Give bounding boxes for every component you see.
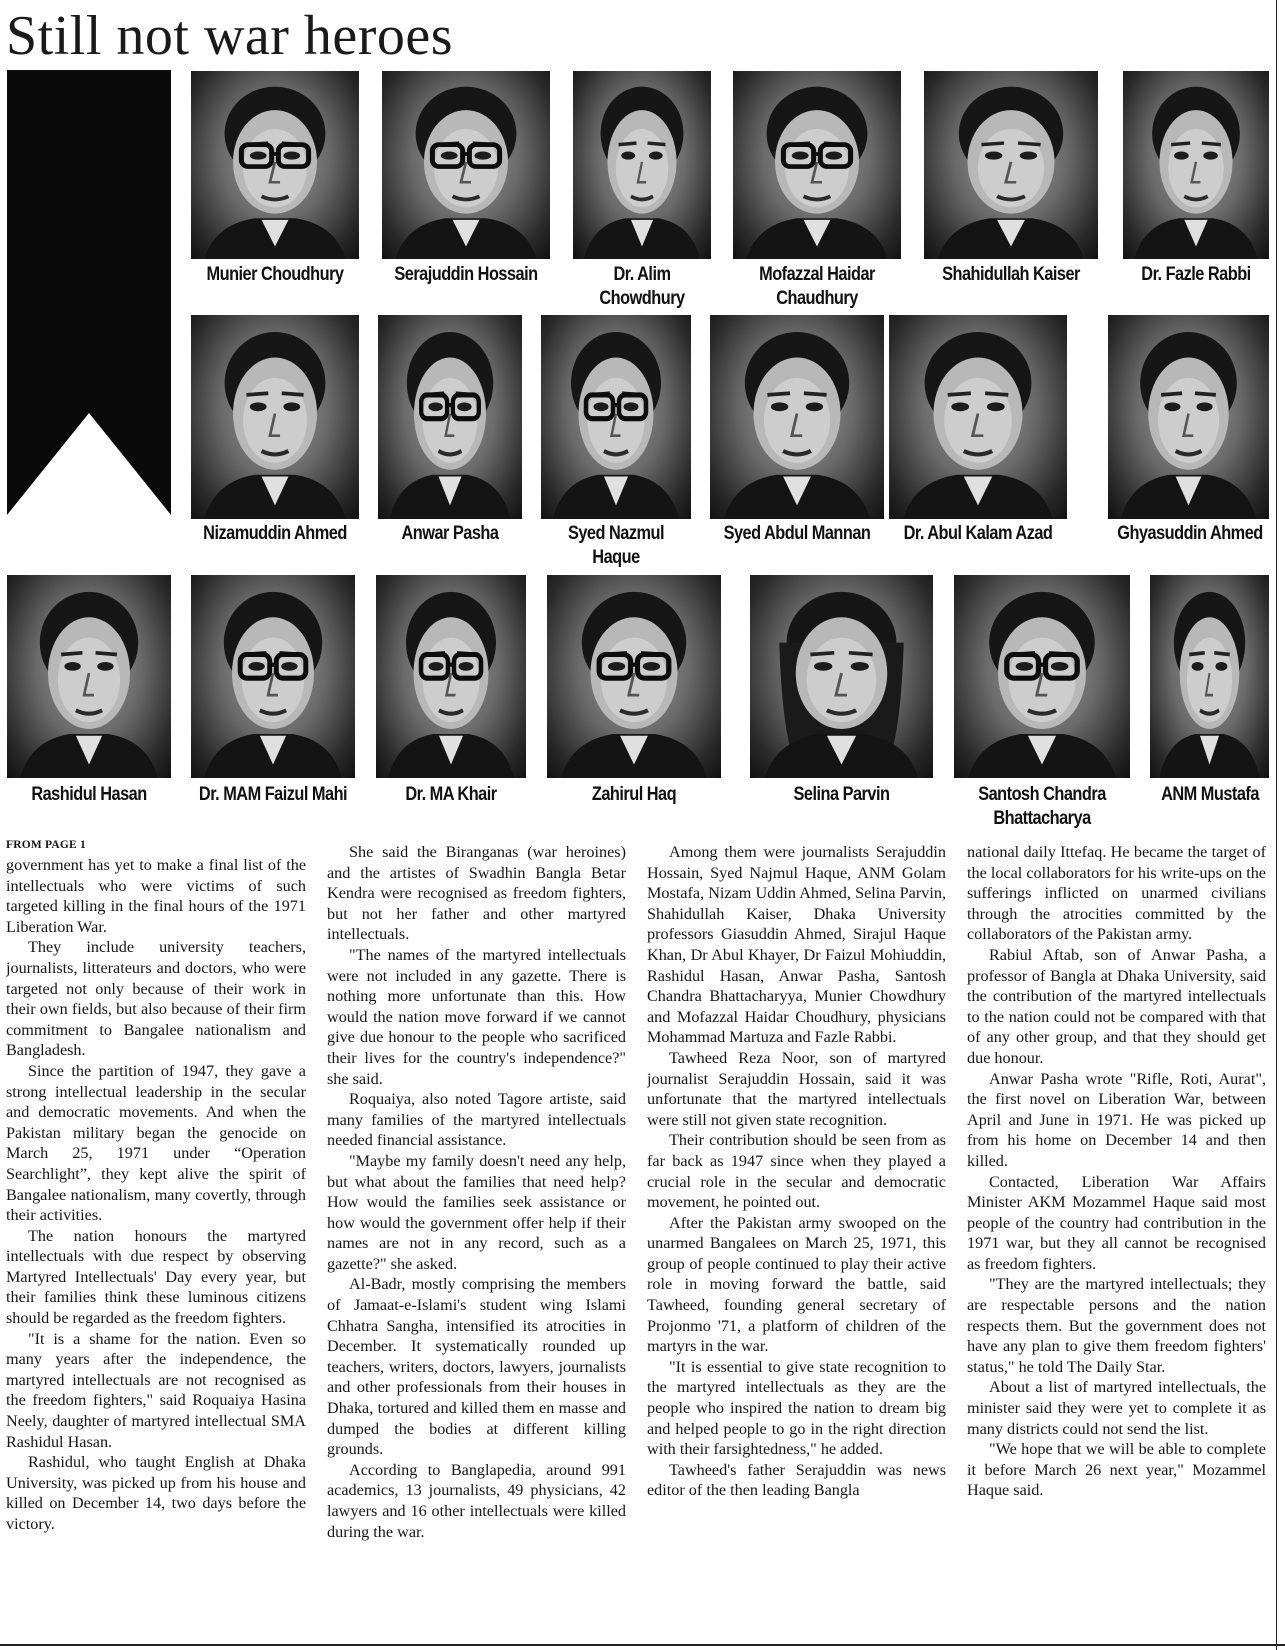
article-paragraph: government has yet to make a final list of the intellectuals who were victims of such targeted killing in the final hours of the 1971 Liberation War. (6, 856, 306, 936)
article-paragraph: The nation honours the martyred intellectuals with due respect by observing Martyred Intellectuals' Day every year, but their families think these luminous citizens should be regarded as the freedom fighters. (6, 1226, 306, 1328)
portrait-caption: Serajuddin Hossain (394, 264, 538, 285)
portrait-face-icon (710, 315, 884, 519)
portrait-caption: Dr. MAM Faizul Mahi (198, 784, 348, 805)
portrait-photo (191, 315, 359, 519)
portrait-face-icon (750, 575, 933, 778)
portrait-face-icon (954, 575, 1130, 778)
portrait-photo (547, 575, 721, 778)
article-paragraph: Among them were journalists Serajuddin Hossain, Syed Najmul Haque, ANM Golam Mostafa, Nizam Uddin Ahmed, Selina Parvin, Shahidullah Kaiser, Dhaka University professors Giasuddin Ahmed, Sirajul Haque Khan, Dr Abul Khayer, Dr Faizul Mohiuddin, Rashidul Hasan, Anwar Pasha, Santosh Chandra Bhattacharyya, Munier Chowdhury and Mofazzal Haidar Choudhury, physicians Mohammad Martuza and Fazle Rabbi. (647, 843, 946, 1047)
portrait-photo (954, 575, 1130, 778)
portrait-photo (7, 575, 171, 778)
portrait-photo (750, 575, 933, 778)
portrait-caption: Zahirul Haq (591, 784, 677, 805)
portrait-caption: ANM Mustafa (1161, 784, 1259, 805)
portrait-photo (924, 71, 1098, 259)
article-paragraph: Al-Badr, mostly comprising the members of Jamaat-e-Islami's student wing Islami Chhatra Sangha, intensified its atrocities in December. It systematically rounded up teachers, writers, doctors, lawyers, journalists and other professionals from their houses in Dhaka, tortured and killed them en masse and dumped the bodies at different killing grounds. (327, 1275, 626, 1459)
portrait-caption: Mofazzal Haidar Chaudhury (759, 264, 875, 309)
portrait-caption: Dr. Alim Chowdhury (599, 264, 685, 309)
portrait-face-icon (191, 315, 359, 519)
article-paragraph: After the Pakistan army swooped on the unarmed Bangalees on March 25, 1971, this group of people continued to play their active role in moving forward the battle, said Tawheed, founding general secretary of Projonmo '71, a platform of children of the martyrs in the war. (647, 1213, 946, 1356)
article-paragraph: Contacted, Liberation War Affairs Minister AKM Mozammel Haque said most people of the country had contribution in the 1971 war, but they all cannot be recognised as freedom fighters. (967, 1172, 1266, 1273)
page-bottom-rule (0, 1644, 1285, 1646)
article-paragraph: "It is essential to give state recognition to the martyred intellectuals as they are the people who inspired the nation to dream big and helped people to go in the right direction with their farsightedness," he added. (647, 1357, 946, 1459)
article-paragraph: They include university teachers, journalists, litterateurs and doctors, who were targeted not only because of their work in their own fields, but also because of their firm commitment to Bangalee nationalism and Bangladesh. (6, 938, 306, 1060)
portrait-face-icon (378, 315, 522, 519)
portrait-face-icon (382, 71, 550, 259)
portrait-photo (376, 575, 526, 778)
portrait-caption: Selina Parvin (793, 784, 890, 805)
article-column (6, 838, 306, 1638)
portrait-face-icon (376, 575, 526, 778)
portrait-caption: Shahidullah Kaiser (942, 264, 1080, 285)
article-paragraph: About a list of martyred intellectuals, the minister said they were yet to complete it as many districts could not send the list. (967, 1378, 1266, 1438)
portrait-caption: Anwar Pasha (401, 523, 499, 544)
portrait-face-icon (541, 315, 691, 519)
portrait-caption: Dr. Fazle Rabbi (1141, 264, 1251, 285)
portrait-photo (191, 575, 355, 778)
article-paragraph: Tawheed Reza Noor, son of martyred journalist Serajuddin Hossain, said it was unfortunate that the martyred intellectuals were still not given state recognition. (647, 1048, 946, 1129)
article-paragraph: "It is a shame for the nation. Even so many years after the independence, the martyred intellectuals are not recognised as the freedom fighters," said Roquaiya Hasina Neely, daughter of martyred intellectual SMA Rashidul Hasan. (6, 1329, 306, 1451)
article-paragraph: "The names of the martyred intellectuals were not included in any gazette. There is nothing more unfortunate than this. How would the nation move forward if we cannot give due honour to the people who sacrificed their lives for the country's independence?" she said. (327, 945, 626, 1088)
article-column (327, 842, 626, 1642)
article-paragraph: According to Banglapedia, around 991 academics, 13 journalists, 49 physicians, 42 lawyers and 16 other intellectuals were killed during the war. (327, 1460, 626, 1541)
portrait-photo (1150, 575, 1269, 778)
portrait-photo (733, 71, 901, 259)
portrait-face-icon (7, 575, 171, 778)
portrait-caption: Dr. Abul Kalam Azad (903, 523, 1053, 544)
article-paragraph: "They are the martyred intellectuals; they are respectable persons and the nation respects them. But the government does not have any plan to give them freedom fighters' status," he told The Daily Star. (967, 1275, 1266, 1376)
article-paragraph: Roquaiya, also noted Tagore artiste, said many families of the martyred intellectuals needed financial assistance. (327, 1090, 626, 1150)
article-column (647, 842, 946, 1642)
portrait-photo (1123, 71, 1269, 259)
article-paragraph: "We hope that we will be able to complete it before March 26 next year," Mozammel Haque said. (967, 1440, 1266, 1500)
portrait-face-icon (889, 315, 1067, 519)
article-paragraph: Since the partition of 1947, they gave a strong intellectual leadership in the secular and democratic movements. And when the Pakistan military began the genocide on March 25, 1971 under “Operation Searchlight”, they kept alive the spirit of Bangalee nationalism, many covertly, through their activities. (6, 1061, 306, 1225)
article-paragraph: "Maybe my family doesn't need any help, but what about the families that need help? How would the families seek assistance or how would the government offer help if their names are not in any record, such as a gazette?" she asked. (327, 1151, 626, 1273)
portrait-photo (573, 71, 711, 259)
portrait-photo (191, 71, 359, 259)
continued-from-label: FROM PAGE 1 (6, 839, 86, 851)
portrait-photo (541, 315, 691, 519)
portrait-face-icon (733, 71, 901, 259)
article-paragraph: Rabiul Aftab, son of Anwar Pasha, a professor of Bangla at Dhaka University, said the contribution of the martyred intellectuals to the nation could not be compared with that of any other group, and that they should get due honour. (967, 945, 1266, 1067)
portrait-photo (710, 315, 884, 519)
article-paragraph: Tawheed's father Serajuddin was news editor of the then leading Bangla (647, 1460, 946, 1500)
portrait-caption: Dr. MA Khair (405, 784, 497, 805)
portrait-face-icon (1123, 71, 1269, 259)
mourning-ribbon-icon (7, 70, 171, 515)
portrait-photo (382, 71, 550, 259)
portrait-caption: Syed Nazmul Haque (567, 523, 665, 568)
portrait-caption: Ghyasuddin Ahmed (1117, 523, 1263, 544)
article-paragraph: national daily Ittefaq. He became the target of the local collaborators for his write-ups on the sufferings inflicted on unarmed civilians through the atrocities committed by the collaborators of the Pakistan army. (967, 843, 1266, 944)
headline: Still not war heroes (6, 5, 454, 67)
column-rule (1276, 0, 1277, 1650)
article-paragraph: Rashidul, who taught English at Dhaka University, was picked up from his house and killed on December 14, two days before the victory. (6, 1453, 306, 1533)
article-column (967, 842, 1266, 1642)
portrait-face-icon (573, 71, 711, 259)
portrait-photo (889, 315, 1067, 519)
portrait-face-icon (191, 575, 355, 778)
portrait-face-icon (1108, 315, 1269, 519)
portrait-caption: Munier Choudhury (206, 264, 344, 285)
portrait-caption: Santosh Chandra Bhattacharya (978, 784, 1106, 829)
portrait-face-icon (1150, 575, 1269, 778)
article-paragraph: She said the Biranganas (war heroines) and the artistes of Swadhin Bangla Betar Kendra were recognised as freedom fighters, but not her father and other martyred intellectuals. (327, 843, 626, 944)
portrait-photo (1108, 315, 1269, 519)
article-paragraph: Their contribution should be seen from as far back as 1947 since when they played a crucial role in the secular and democratic movement, he pointed out. (647, 1131, 946, 1212)
article-paragraph: Anwar Pasha wrote "Rifle, Roti, Aurat", the first novel on Liberation War, between April and June in 1971. He was picked up from his home on December 14 and then killed. (967, 1069, 1266, 1170)
portrait-face-icon (547, 575, 721, 778)
portrait-photo (378, 315, 522, 519)
portrait-caption: Rashidul Hasan (31, 784, 147, 805)
portrait-caption: Syed Abdul Mannan (723, 523, 871, 544)
portrait-caption: Nizamuddin Ahmed (203, 523, 347, 544)
portrait-face-icon (924, 71, 1098, 259)
portrait-face-icon (191, 71, 359, 259)
